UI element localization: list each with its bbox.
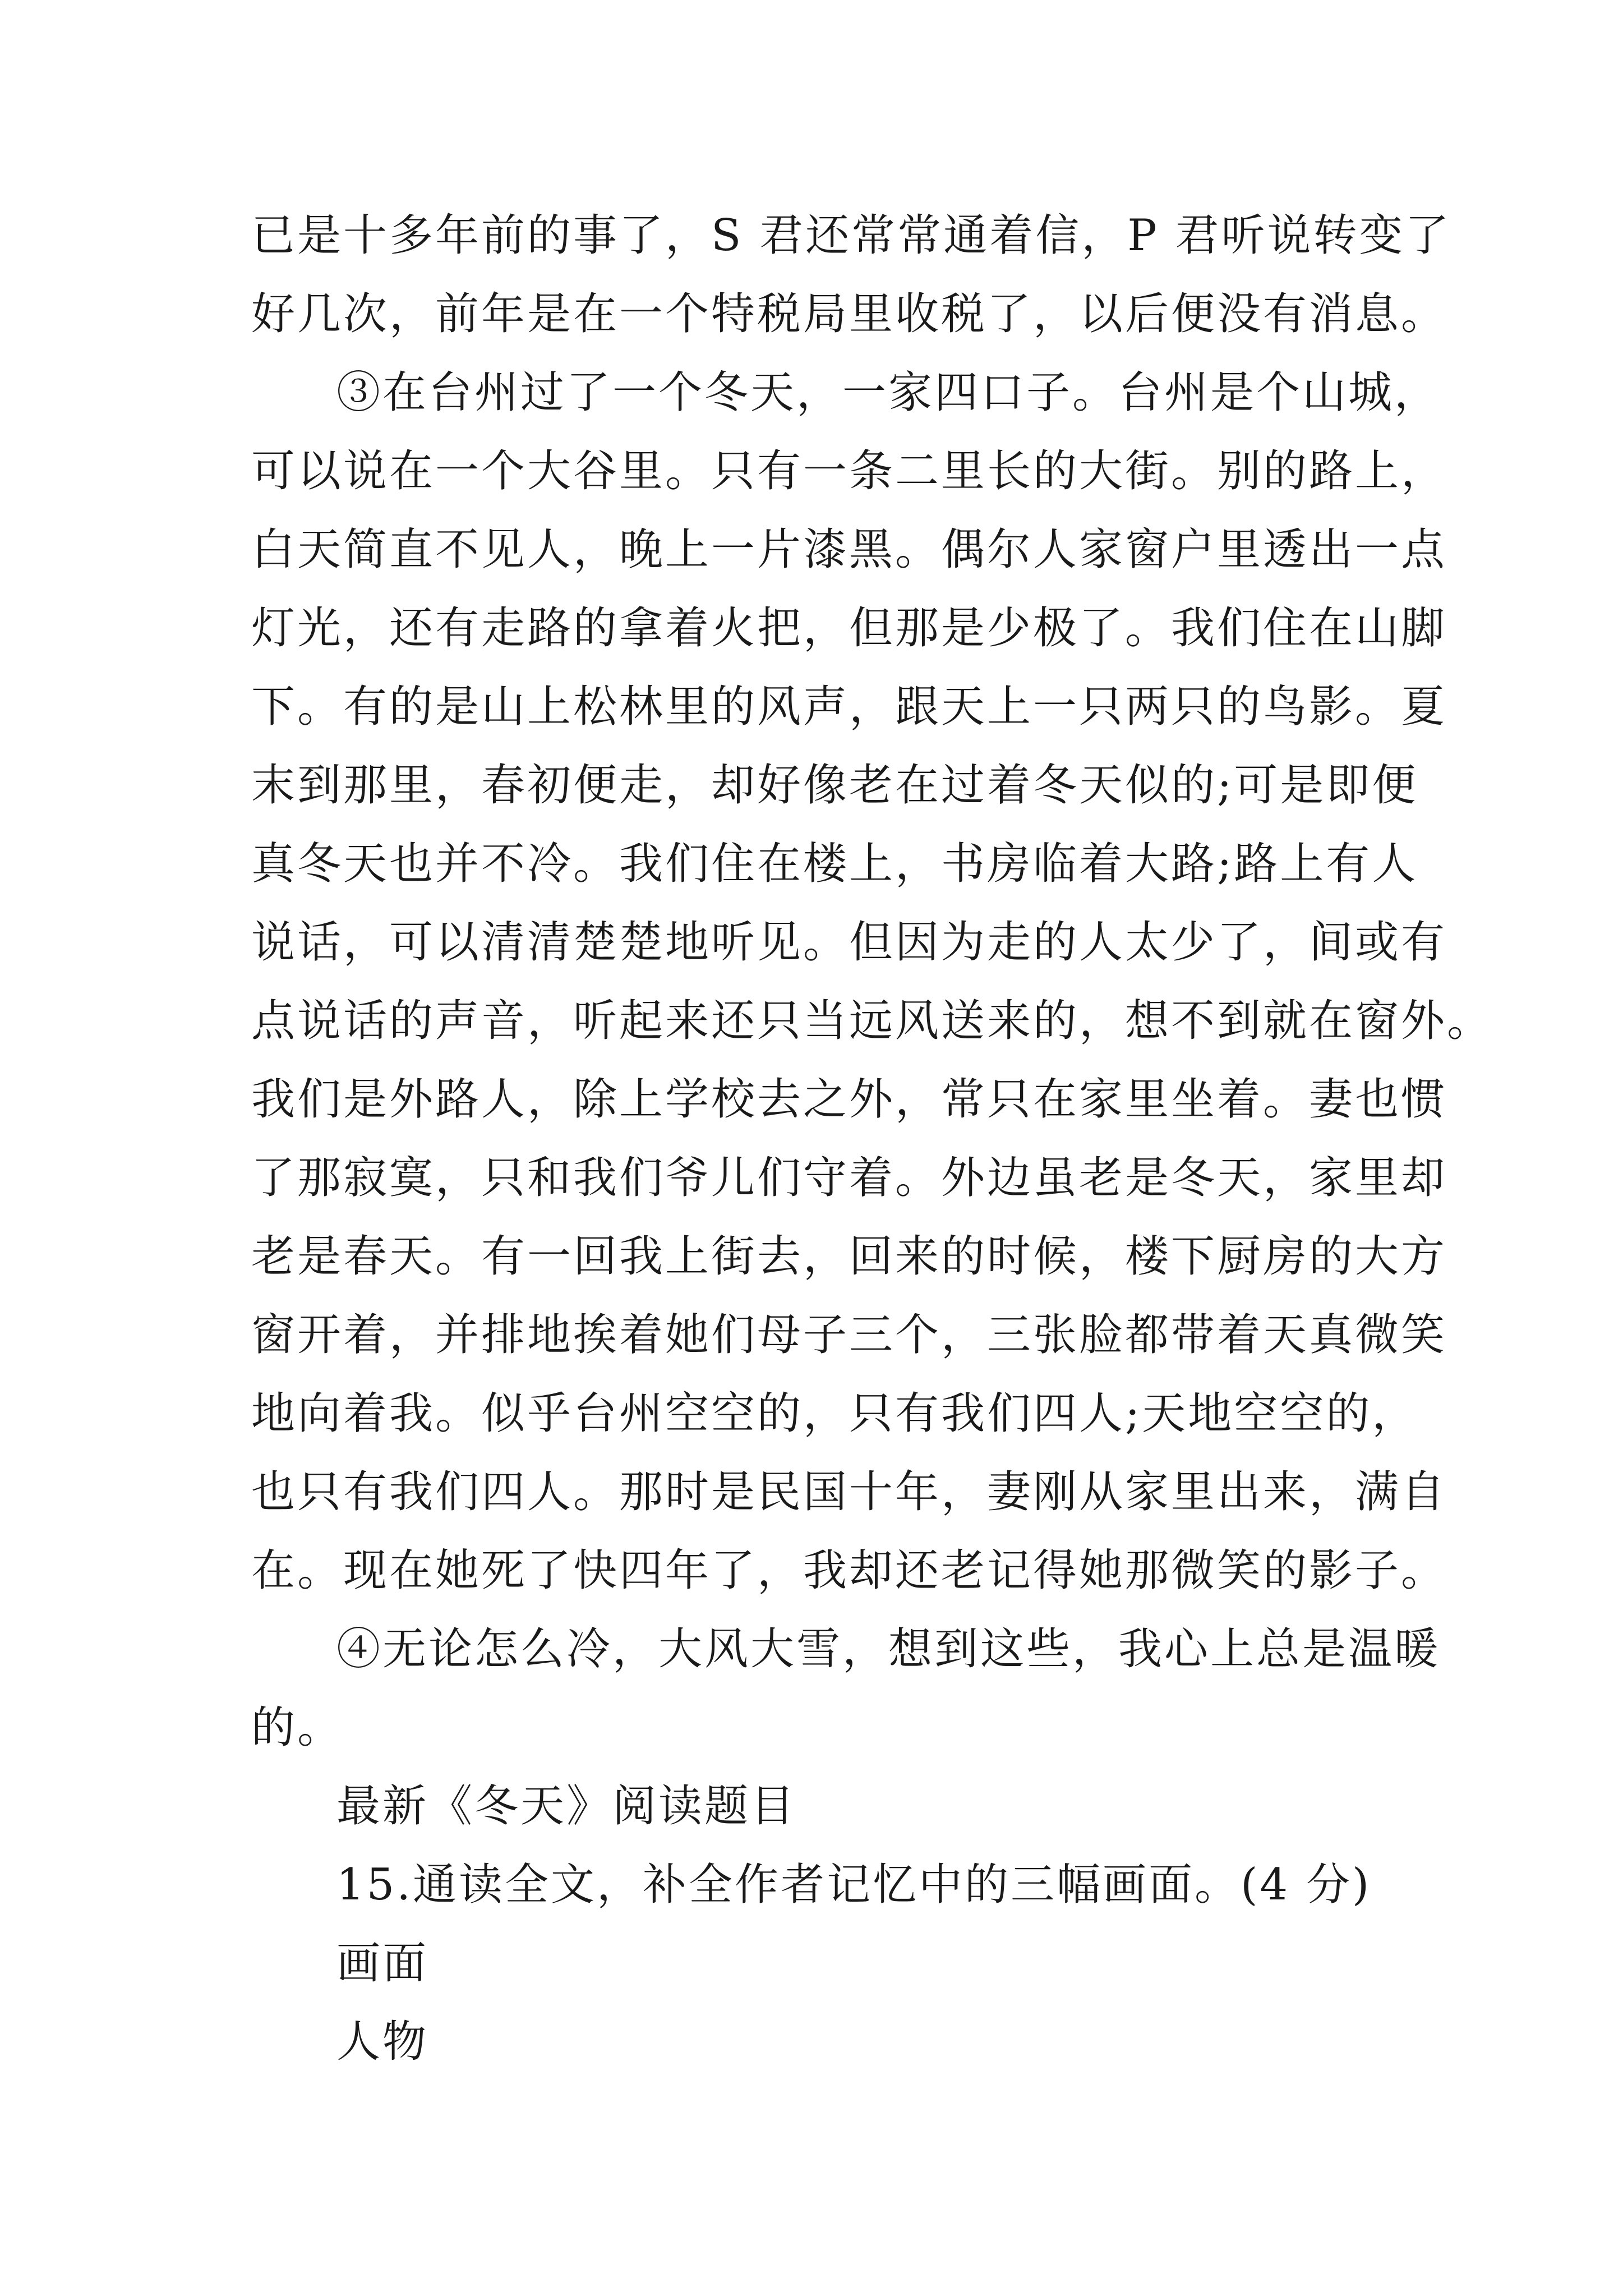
text-line: 灯光，还有走路的拿着火把，但那是少极了。我们住在山脚: [251, 603, 1447, 654]
paragraph-4-start: ④无论怎么冷，大风大雪，想到这些，我心上总是温暖: [336, 1624, 1441, 1674]
text-line: 的。: [251, 1703, 344, 1753]
text-line: 在。现在她死了快四年了，我却还老记得她那微笑的影子。: [251, 1545, 1447, 1596]
text-line: 说话，可以清清楚楚地听见。但因为走的人太少了，间或有: [251, 917, 1447, 968]
table-label-scene: 画面: [336, 1938, 429, 1989]
paragraph-3-start: ③在台州过了一个冬天，一家四口子。台州是个山城，: [336, 367, 1441, 418]
text-line: 窗开着，并排地挨着她们母子三个，三张脸都带着天真微笑: [251, 1310, 1447, 1360]
text-line: 我们是外路人，除上学校去之外，常只在家里坐着。妻也惯: [251, 1074, 1447, 1125]
text-line: 好几次，前年是在一个特税局里收税了，以后便没有消息。: [251, 289, 1447, 339]
text-line: 白天简直不见人，晚上一片漆黑。偶尔人家窗户里透出一点: [251, 524, 1447, 575]
text-line: 也只有我们四人。那时是民国十年，妻刚从家里出来，满自: [251, 1467, 1447, 1517]
text-line: 可以说在一个大谷里。只有一条二里长的大街。别的路上，: [251, 446, 1447, 496]
text-line: 已是十多年前的事了，S 君还常常通着信，P 君听说转变了: [251, 210, 1451, 261]
text-line: 点说话的声音，听起来还只当远风送来的，想不到就在窗外。: [251, 996, 1493, 1046]
text-line: 末到那里，春初便走，却好像老在过着冬天似的;可是即便: [251, 760, 1418, 811]
text-line: 真冬天也并不冷。我们住在楼上，书房临着大路;路上有人: [251, 839, 1418, 889]
text-line: 下。有的是山上松林里的风声，跟天上一只两只的鸟影。夏: [251, 682, 1447, 732]
question-15: 15.通读全文，补全作者记忆中的三幅画面。(4 分): [336, 1860, 1372, 1910]
table-label-characters: 人物: [336, 2017, 429, 2067]
section-heading: 最新《冬天》阅读题目: [336, 1781, 797, 1832]
text-line: 地向着我。似乎台州空空的，只有我们四人;天地空空的，: [251, 1388, 1418, 1439]
text-line: 老是春天。有一回我上街去，回来的时候，楼下厨房的大方: [251, 1231, 1447, 1282]
text-line: 了那寂寞，只和我们爷儿们守着。外边虽老是冬天，家里却: [251, 1153, 1447, 1203]
document-text: [251, 196, 1493, 2081]
